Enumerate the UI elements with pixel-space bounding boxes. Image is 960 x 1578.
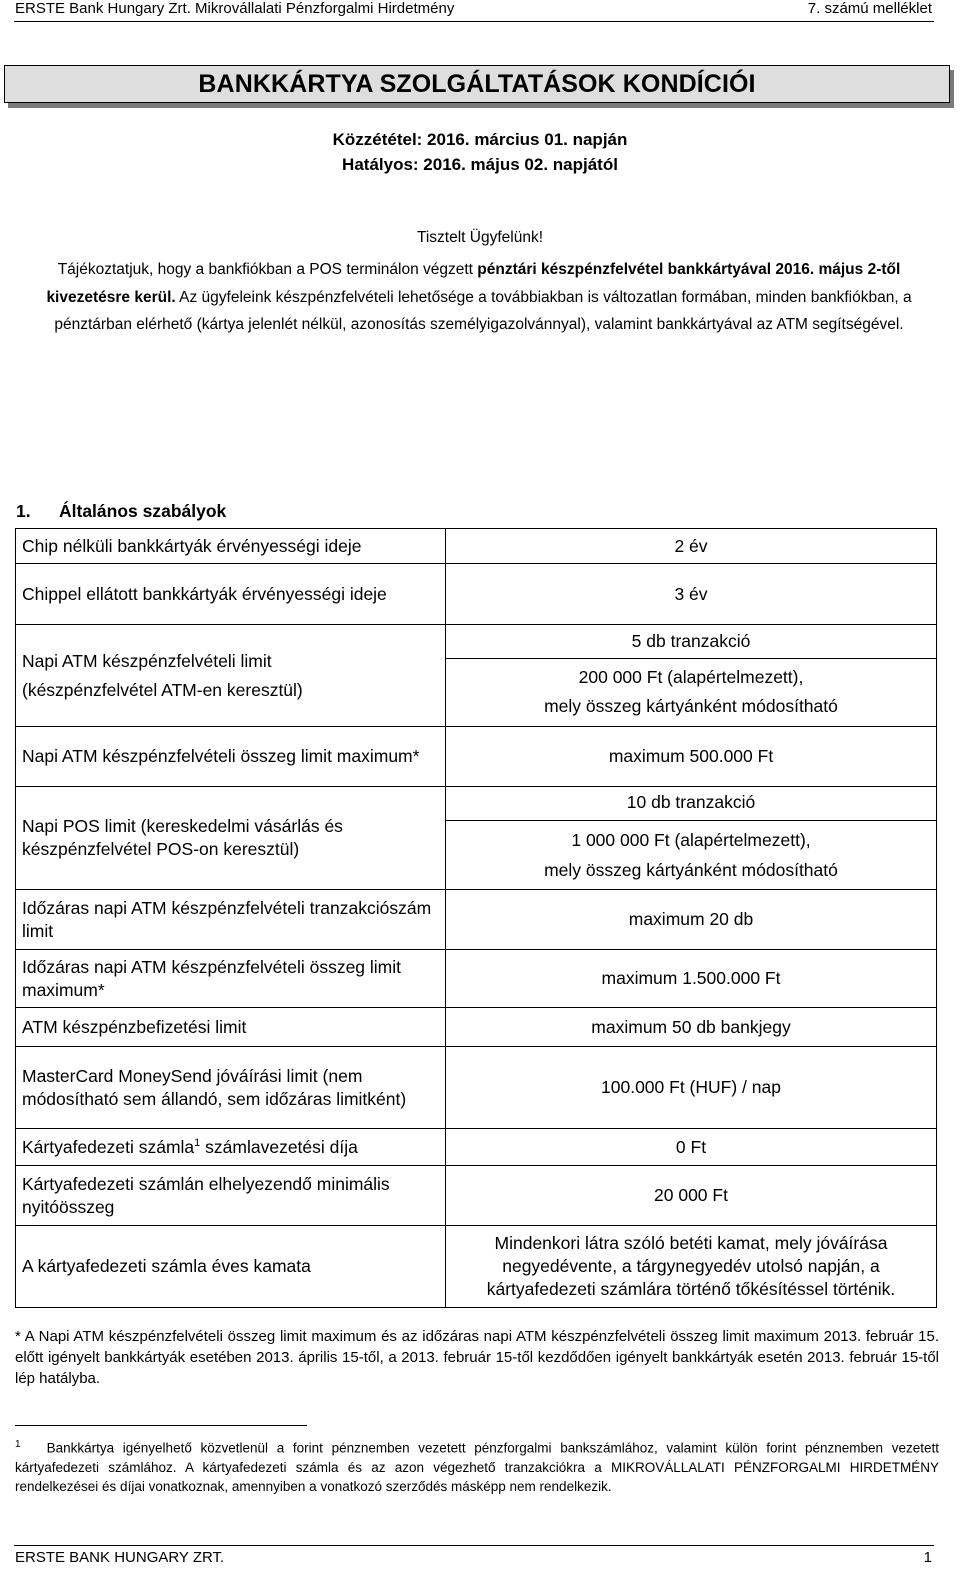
table-row bbox=[16, 1166, 937, 1226]
footnote-1 bbox=[15, 1435, 939, 1496]
row-value: 20 000 Ft bbox=[446, 1166, 937, 1226]
table-row bbox=[16, 890, 937, 950]
row-label: Chippel ellátott bankkártyák érvényességi ideje bbox=[16, 564, 446, 625]
footnote-mark: 1 bbox=[15, 1439, 21, 1450]
row-value-line: 1 000 000 Ft (alapértelmezett), bbox=[571, 829, 811, 850]
row-value-group bbox=[446, 820, 936, 889]
row-label bbox=[16, 625, 446, 727]
page-number: 1 bbox=[923, 1549, 932, 1566]
row-label-text: számlavezetési díja bbox=[200, 1136, 358, 1157]
row-value: maximum 1.500.000 Ft bbox=[446, 950, 937, 1008]
published-date: Közzététel: 2016. március 01. napján bbox=[332, 130, 628, 149]
row-value: maximum 50 db bankjegy bbox=[446, 1008, 937, 1047]
footnote-divider bbox=[15, 1425, 307, 1426]
greeting: Tisztelt Ügyfelünk! bbox=[416, 229, 544, 246]
table-row bbox=[16, 1226, 937, 1308]
row-value: 3 év bbox=[446, 564, 937, 625]
header-right: 7. számú melléklet bbox=[807, 0, 932, 17]
row-label-line: Napi ATM készpénzfelvételi limit bbox=[22, 650, 272, 671]
footer-left: ERSTE BANK HUNGARY ZRT. bbox=[15, 1549, 225, 1566]
table-row bbox=[16, 1129, 937, 1166]
row-value bbox=[446, 787, 937, 890]
intro-paragraph bbox=[14, 256, 944, 339]
row-value: maximum 20 db bbox=[446, 890, 937, 950]
intro-text-1: Tájékoztatjuk, hogy a bankfiókban a POS terminálon végzett bbox=[57, 261, 478, 278]
row-label: ATM készpénzbefizetési limit bbox=[16, 1008, 446, 1047]
row-value: maximum 500.000 Ft bbox=[446, 727, 937, 787]
table-row bbox=[16, 625, 937, 727]
table-row bbox=[16, 727, 937, 787]
row-value-line: 200 000 Ft (alapértelmezett), bbox=[578, 666, 804, 687]
page-title: BANKKÁRTYA SZOLGÁLTATÁSOK KONDÍCIÓI bbox=[4, 65, 950, 103]
row-value-line: mely összeg kártyánként módosítható bbox=[544, 695, 838, 716]
row-label bbox=[16, 1129, 446, 1166]
conditions-table bbox=[15, 528, 937, 1308]
row-label: Időzáras napi ATM készpénzfelvételi összeg limit maximum* bbox=[16, 950, 446, 1008]
table-row bbox=[16, 564, 937, 625]
intro-bold: pénztári készpénzfelvétel bankkártyával 2016. május 2-től kivezetésre kerül. bbox=[46, 261, 901, 306]
intro-text-2: Az ügyfeleink készpénzfelvételi lehetősége a továbbiakban is változatlan formában, minden bankfiókban, a pénztárban elérhető (kártya jelenlét nélkül, azonosítás személyigazolvánnyal), valamint bankkártyával az ATM segítségével. bbox=[54, 288, 912, 333]
effective-date: Hatályos: 2016. május 02. napjától bbox=[342, 155, 618, 174]
row-value bbox=[446, 625, 937, 727]
row-label: Napi POS limit (kereskedelmi vásárlás és készpénzfelvétel POS-on keresztül) bbox=[16, 787, 446, 890]
table-row bbox=[16, 1008, 937, 1047]
row-label-line: (készpénzfelvétel ATM-en keresztül) bbox=[22, 679, 303, 700]
row-label: Időzáras napi ATM készpénzfelvételi tranzakciószám limit bbox=[16, 890, 446, 950]
footer-divider bbox=[14, 1545, 934, 1546]
footnote-ref: 1 bbox=[194, 1136, 201, 1149]
row-value-line: 5 db tranzakció bbox=[631, 630, 751, 651]
header-divider bbox=[14, 21, 934, 22]
row-label: A kártyafedezeti számla éves kamata bbox=[16, 1226, 446, 1308]
row-label: Kártyafedezeti számlán elhelyezendő minimális nyitóösszeg bbox=[16, 1166, 446, 1226]
table-row bbox=[16, 1047, 937, 1129]
section-title: Általános szabályok bbox=[59, 501, 227, 521]
footnote-text: Bankkártya igényelhető közvetlenül a forint pénznemben vezetett pénzforgalmi bankszámlához, valamint külön forint pénznemben vezetett kártyafedezeti számlához. A kártyafedezeti számla és az azon végezhető tranzakciókra a MIKROVÁLLALATI PÉNZFORGALMI HIRDETMÉNY rendelkezései és díjai vonatkoznak, amennyiben a vonatkozó szerződés másképp nem rendelkezik. bbox=[15, 1440, 939, 1494]
row-value: Mindenkori látra szóló betéti kamat, mely jóváírása negyedévente, a tárgynegyedév utolsó napján, a kártyafedezeti számlára történő tőkésítéssel történik. bbox=[446, 1226, 937, 1308]
section-number: 1. bbox=[16, 501, 31, 521]
row-label-text: Kártyafedezeti számla bbox=[22, 1136, 195, 1157]
row-value: 0 Ft bbox=[446, 1129, 937, 1166]
row-value: 100.000 Ft (HUF) / nap bbox=[446, 1047, 937, 1129]
row-value-line: mely összeg kártyánként módosítható bbox=[544, 859, 838, 880]
star-footnote: * A Napi ATM készpénzfelvételi összeg limit maximum és az időzáras napi ATM készpénzfelvételi összeg limit maximum 2013. február 15. előtt igényelt bankkártyák esetében 2013. április 15-től, a 2013. február 15-től kezdődően igényelt bankkártyák esetén 2013. február 15-től lép hatályba. bbox=[15, 1328, 939, 1387]
row-label: Chip nélküli bankkártyák érvényességi ideje bbox=[16, 529, 446, 564]
row-label: MasterCard MoneySend jóváírási limit (nem módosítható sem állandó, sem időzáras limitként) bbox=[16, 1047, 446, 1129]
table-row bbox=[16, 950, 937, 1008]
row-value-line: 10 db tranzakció bbox=[626, 791, 756, 812]
table-row bbox=[16, 787, 937, 890]
row-value-group bbox=[446, 658, 936, 725]
row-label: Napi ATM készpénzfelvételi összeg limit maximum* bbox=[16, 727, 446, 787]
table-row bbox=[16, 529, 937, 564]
row-value: 2 év bbox=[446, 529, 937, 564]
header-left: ERSTE Bank Hungary Zrt. Mikrovállalati Pénzforgalmi Hirdetmény bbox=[15, 0, 455, 17]
